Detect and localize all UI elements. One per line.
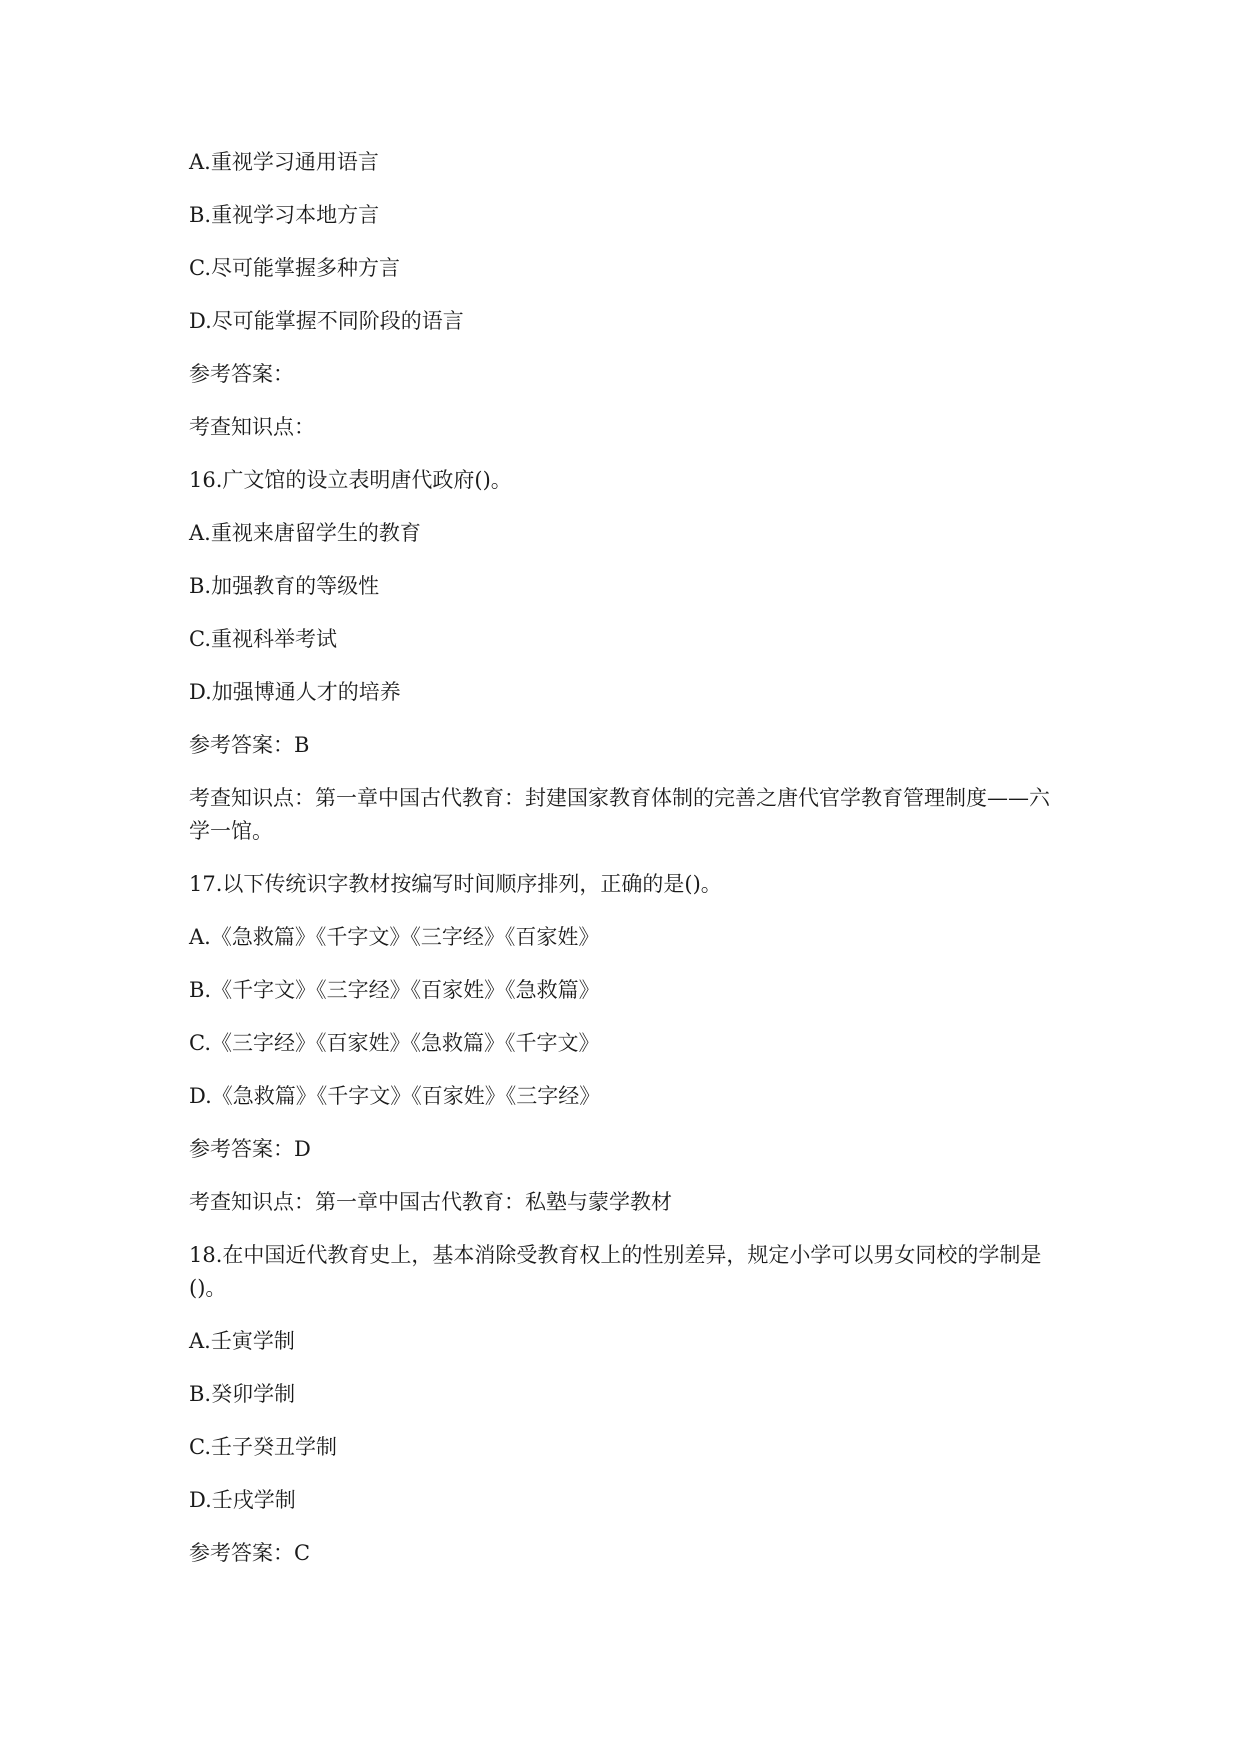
prev-option-a: A.重视学习通用语言: [189, 150, 379, 174]
document-page: [189, 146, 1069, 1590]
q16-knowledge: 考查知识点：第一章中国古代教育：封建国家教育体制的完善之唐代官学教育管理制度——六学一馆。: [189, 786, 1050, 843]
q18-stem: 18.在中国近代教育史上，基本消除受教育权上的性别差异，规定小学可以男女同校的学制是()。: [189, 1243, 1042, 1300]
q17-answer: 参考答案：D: [189, 1137, 311, 1161]
q18-option-a: A.壬寅学制: [189, 1329, 295, 1353]
q18-answer: 参考答案：C: [189, 1541, 311, 1565]
q16-option-a: A.重视来唐留学生的教育: [189, 521, 421, 545]
q17-option-d: D.《急救篇》《千字文》《百家姓》《三字经》: [189, 1084, 601, 1108]
prev-answer: 参考答案：: [189, 362, 294, 386]
prev-knowledge: 考查知识点：: [189, 415, 315, 439]
q17-option-c: C.《三字经》《百家姓》《急救篇》《千字文》: [189, 1031, 600, 1055]
q16-answer: 参考答案：B: [189, 733, 310, 757]
prev-option-d: D.尽可能掌握不同阶段的语言: [189, 309, 464, 333]
q16-option-b: B.加强教育的等级性: [189, 574, 380, 598]
prev-option-c: C.尽可能掌握多种方言: [189, 256, 400, 280]
q17-option-b: B.《千字文》《三字经》《百家姓》《急救篇》: [189, 978, 600, 1002]
q16-option-c: C.重视科举考试: [189, 627, 337, 651]
q17-knowledge: 考查知识点：第一章中国古代教育：私塾与蒙学教材: [189, 1190, 672, 1214]
q18-option-c: C.壬子癸丑学制: [189, 1435, 337, 1459]
q16-option-d: D.加强博通人才的培养: [189, 680, 401, 704]
q18-option-d: D.壬戌学制: [189, 1488, 296, 1512]
q16-stem: 16.广文馆的设立表明唐代政府()。: [189, 468, 512, 492]
q18-option-b: B.癸卯学制: [189, 1382, 296, 1406]
prev-option-b: B.重视学习本地方言: [189, 203, 380, 227]
q17-option-a: A.《急救篇》《千字文》《三字经》《百家姓》: [189, 925, 600, 949]
q17-stem: 17.以下传统识字教材按编写时间顺序排列，正确的是()。: [189, 872, 722, 896]
